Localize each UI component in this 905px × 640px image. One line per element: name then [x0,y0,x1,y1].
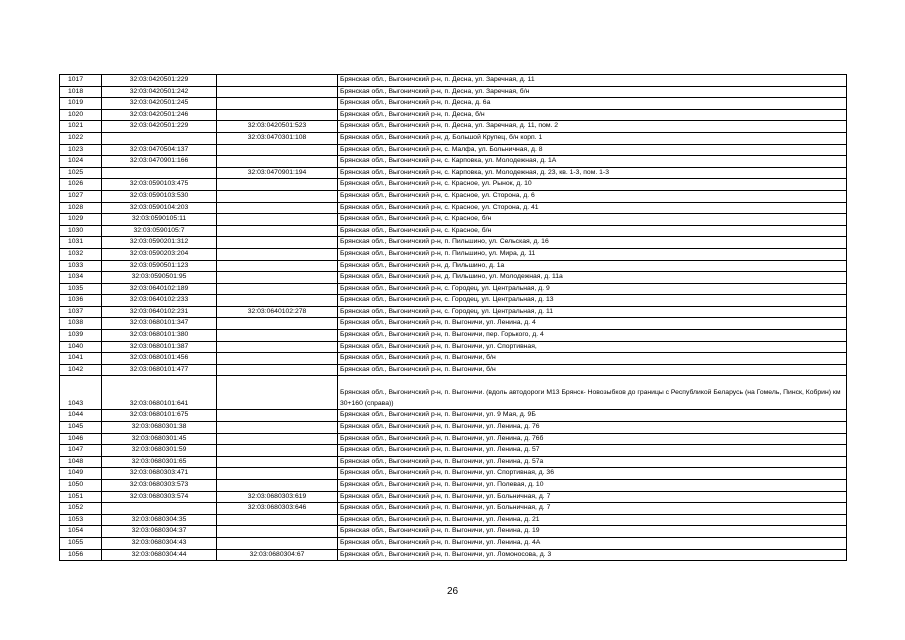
linked-cadastral-number-cell [217,376,338,410]
table-row [60,503,847,515]
table-row [60,260,847,272]
address-cell: Брянская обл., Выгоничский р-н, с. Городец, ул. Центральная, д. 11 [338,306,847,318]
table-row [60,422,847,434]
cadastral-number-cell: 32:03:0680101:675 [102,410,217,422]
row-number-cell: 1029 [60,214,102,226]
address-cell: Брянская обл., Выгоничский р-н, д. Пильшино, ул. Молодежная, д. 11а [338,272,847,284]
table-row [60,341,847,353]
address-cell: Брянская обл., Выгоничский р-н, п. Десна, б/н [338,109,847,121]
row-number-cell: 1018 [60,86,102,98]
table-row [60,179,847,191]
address-cell: Брянская обл., Выгоничский р-н, п. Выгоничи, ул. Ленина, д. 19 [338,526,847,538]
cadastral-number-cell: 32:03:0640102:231 [102,306,217,318]
linked-cadastral-number-cell [217,260,338,272]
linked-cadastral-number-cell: 32:03:0640102:278 [217,306,338,318]
address-cell: Брянская обл., Выгоничский р-н, п. Выгоничи, ул. Ленина, д. 57а [338,456,847,468]
row-number-cell: 1040 [60,341,102,353]
address-cell: Брянская обл., Выгоничский р-н, п. Выгоничи, ул. Ленина, д. 4А [338,537,847,549]
linked-cadastral-number-cell [217,202,338,214]
cadastral-number-cell: 32:03:0640102:189 [102,283,217,295]
table-row [60,86,847,98]
cadastral-number-cell: 32:03:0590105:11 [102,214,217,226]
linked-cadastral-number-cell [217,537,338,549]
linked-cadastral-number-cell [217,422,338,434]
row-number-cell: 1048 [60,456,102,468]
cadastral-number-cell: 32:03:0680304:44 [102,549,217,561]
cadastral-number-cell: 32:03:0680301:38 [102,422,217,434]
cadastral-number-cell: 32:03:0680304:37 [102,526,217,538]
table-row [60,237,847,249]
linked-cadastral-number-cell [217,433,338,445]
linked-cadastral-number-cell: 32:03:0680304:67 [217,549,338,561]
linked-cadastral-number-cell: 32:03:0680303:619 [217,491,338,503]
cadastral-number-cell: 32:03:0680304:43 [102,537,217,549]
address-cell: Брянская обл., Выгоничский р-н, п. Десна, д. 6а [338,98,847,110]
cadastral-number-cell: 32:03:0470901:166 [102,156,217,168]
address-cell: Брянская обл., Выгоничский р-н, п. Выгоничи, ул. Ленина, д. 57 [338,445,847,457]
address-cell: Брянская обл., Выгоничский р-н, с. Красное, б/н [338,225,847,237]
linked-cadastral-number-cell [217,156,338,168]
linked-cadastral-number-cell [217,341,338,353]
row-number-cell: 1054 [60,526,102,538]
table-row [60,468,847,480]
linked-cadastral-number-cell [217,330,338,342]
register-table-body [60,75,847,561]
row-number-cell: 1049 [60,468,102,480]
linked-cadastral-number-cell [217,225,338,237]
linked-cadastral-number-cell [217,237,338,249]
linked-cadastral-number-cell [217,445,338,457]
linked-cadastral-number-cell [217,318,338,330]
table-row [60,202,847,214]
cadastral-number-cell: 32:03:0590501:95 [102,272,217,284]
linked-cadastral-number-cell: 32:03:0680303:646 [217,503,338,515]
row-number-cell: 1030 [60,225,102,237]
row-number-cell: 1037 [60,306,102,318]
address-cell: Брянская обл., Выгоничский р-н, п. Десна, ул. Заречная, д. 11 [338,75,847,87]
cadastral-number-cell [102,503,217,515]
table-row [60,167,847,179]
cadastral-number-cell: 32:03:0680101:387 [102,341,217,353]
table-row [60,318,847,330]
row-number-cell: 1035 [60,283,102,295]
address-cell: Брянская обл., Выгоничский р-н, п. Выгоничи, ул. Больничная, д. 7 [338,491,847,503]
address-cell: Брянская обл., Выгоничский р-н, п. Выгоничи, пер. Горького, д. 4 [338,330,847,342]
linked-cadastral-number-cell [217,514,338,526]
table-row [60,549,847,561]
row-number-cell: 1044 [60,410,102,422]
address-cell: Брянская обл., Выгоничский р-н, п. Выгоничи, ул. Ленина, д. 76 [338,422,847,434]
linked-cadastral-number-cell [217,295,338,307]
linked-cadastral-number-cell [217,75,338,87]
table-row [60,364,847,376]
row-number-cell: 1022 [60,132,102,144]
address-cell: Брянская обл., Выгоничский р-н, с. Красное, ул. Сторона, д. 41 [338,202,847,214]
row-number-cell: 1039 [60,330,102,342]
row-number-cell: 1053 [60,514,102,526]
cadastral-number-cell: 32:03:0680101:380 [102,330,217,342]
address-cell: Брянская обл., Выгоничский р-н, п. Выгоничи. (вдоль автодороги М13 Брянск- Новозыбков до границы с Республикой Беларусь (на Гомель, Пинск, Кобрин) км 30+160 (справа)) [338,376,847,410]
cadastral-number-cell: 32:03:0680101:456 [102,353,217,365]
row-number-cell: 1017 [60,75,102,87]
row-number-cell: 1038 [60,318,102,330]
cadastral-number-cell: 32:03:0590103:475 [102,179,217,191]
cadastral-number-cell: 32:03:0680303:471 [102,468,217,480]
cadastral-number-cell: 32:03:0680101:477 [102,364,217,376]
cadastral-number-cell: 32:03:0590105:7 [102,225,217,237]
page-number: 26 [446,586,459,597]
row-number-cell: 1027 [60,190,102,202]
row-number-cell: 1026 [60,179,102,191]
address-cell: Брянская обл., Выгоничский р-н, с. Городец, ул. Центральная, д. 9 [338,283,847,295]
linked-cadastral-number-cell [217,353,338,365]
table-row [60,295,847,307]
cadastral-number-cell: 32:03:0680304:35 [102,514,217,526]
cadastral-number-cell: 32:03:0680303:573 [102,480,217,492]
cadastral-number-cell: 32:03:0420501:246 [102,109,217,121]
table-row [60,98,847,110]
address-cell: Брянская обл., Выгоничский р-н, п. Выгоничи, ул. 9 Мая, д. 9Б [338,410,847,422]
linked-cadastral-number-cell [217,109,338,121]
table-row [60,121,847,133]
linked-cadastral-number-cell [217,480,338,492]
linked-cadastral-number-cell [217,526,338,538]
linked-cadastral-number-cell: 32:03:0470901:194 [217,167,338,179]
row-number-cell: 1031 [60,237,102,249]
row-number-cell: 1042 [60,364,102,376]
address-cell: Брянская обл., Выгоничский р-н, с. Малфа, ул. Больничная, д. 8 [338,144,847,156]
linked-cadastral-number-cell [217,364,338,376]
cadastral-number-cell [102,167,217,179]
table-row [60,433,847,445]
address-cell: Брянская обл., Выгоничский р-н, с. Карповка, ул. Молодежная, д. 1А [338,156,847,168]
address-cell: Брянская обл., Выгоничский р-н, п. Выгоничи, ул. Больничная, д. 7 [338,503,847,515]
address-cell: Брянская обл., Выгоничский р-н, д. Пильшино, д. 1а [338,260,847,272]
table-row [60,514,847,526]
address-cell: Брянская обл., Выгоничский р-н, с. Городец, ул. Центральная, д. 13 [338,295,847,307]
cadastral-number-cell: 32:03:0680301:59 [102,445,217,457]
property-register-table [59,74,847,561]
address-cell: Брянская обл., Выгоничский р-н, п. Пильшино, ул. Мира, д. 11 [338,248,847,260]
linked-cadastral-number-cell: 32:03:0470301:108 [217,132,338,144]
linked-cadastral-number-cell [217,144,338,156]
cadastral-number-cell: 32:03:0680101:641 [102,376,217,410]
address-cell: Брянская обл., Выгоничский р-н, с. Карповка, ул. Молодежная, д. 23, кв. 1-3, пом. 1-3 [338,167,847,179]
cadastral-number-cell [102,132,217,144]
cadastral-number-cell: 32:03:0680301:65 [102,456,217,468]
row-number-cell: 1050 [60,480,102,492]
address-cell: Брянская обл., Выгоничский р-н, п. Пильшино, ул. Сельская, д. 16 [338,237,847,249]
linked-cadastral-number-cell [217,98,338,110]
table-row [60,353,847,365]
address-cell: Брянская обл., Выгоничский р-н, п. Выгоничи, ул. Ломоносова, д. 3 [338,549,847,561]
table-row [60,283,847,295]
linked-cadastral-number-cell: 32:03:0420501:523 [217,121,338,133]
address-cell: Брянская обл., Выгоничский р-н, п. Выгоничи, ул. Ленина, д. 4 [338,318,847,330]
row-number-cell: 1028 [60,202,102,214]
address-cell: Брянская обл., Выгоничский р-н, п. Десна, ул. Заречная, б/н [338,86,847,98]
table-row [60,109,847,121]
address-cell: Брянская обл., Выгоничский р-н, п. Выгоничи, б/н [338,353,847,365]
cadastral-number-cell: 32:03:0640102:233 [102,295,217,307]
address-cell: Брянская обл., Выгоничский р-н, п. Выгоничи, ул. Ленина, д. 21 [338,514,847,526]
address-cell: Брянская обл., Выгоничский р-н, с. Красное, б/н [338,214,847,226]
row-number-cell: 1051 [60,491,102,503]
address-cell: Брянская обл., Выгоничский р-н, п. Выгоничи, ул. Полевая, д. 10 [338,480,847,492]
cadastral-number-cell: 32:03:0680301:45 [102,433,217,445]
linked-cadastral-number-cell [217,272,338,284]
table-row [60,537,847,549]
linked-cadastral-number-cell [217,468,338,480]
table-row [60,410,847,422]
linked-cadastral-number-cell [217,410,338,422]
address-cell: Брянская обл., Выгоничский р-н, с. Красное, ул. Рынок, д. 10 [338,179,847,191]
cadastral-number-cell: 32:03:0590501:123 [102,260,217,272]
row-number-cell: 1032 [60,248,102,260]
cadastral-number-cell: 32:03:0470504:137 [102,144,217,156]
address-cell: Брянская обл., Выгоничский р-н, с. Красное, ул. Сторона, д. 6 [338,190,847,202]
address-cell: Брянская обл., Выгоничский р-н, п. Выгоничи, ул. Спортивная, д. 36 [338,468,847,480]
row-number-cell: 1034 [60,272,102,284]
row-number-cell: 1045 [60,422,102,434]
table-row [60,376,847,410]
row-number-cell: 1046 [60,433,102,445]
linked-cadastral-number-cell [217,190,338,202]
table-row [60,156,847,168]
address-cell: Брянская обл., Выгоничский р-н, д. Большой Крупец, б/н корп. 1 [338,132,847,144]
linked-cadastral-number-cell [217,456,338,468]
table-row [60,225,847,237]
cadastral-number-cell: 32:03:0420501:242 [102,86,217,98]
row-number-cell: 1055 [60,537,102,549]
cadastral-number-cell: 32:03:0590103:530 [102,190,217,202]
cadastral-number-cell: 32:03:0590104:203 [102,202,217,214]
row-number-cell: 1021 [60,121,102,133]
table-row [60,75,847,87]
row-number-cell: 1047 [60,445,102,457]
row-number-cell: 1056 [60,549,102,561]
row-number-cell: 1024 [60,156,102,168]
row-number-cell: 1025 [60,167,102,179]
row-number-cell: 1020 [60,109,102,121]
table-row [60,248,847,260]
cadastral-number-cell: 32:03:0680101:347 [102,318,217,330]
linked-cadastral-number-cell [217,179,338,191]
row-number-cell: 1052 [60,503,102,515]
linked-cadastral-number-cell [217,283,338,295]
address-cell: Брянская обл., Выгоничский р-н, п. Выгоничи, б/н [338,364,847,376]
table-row [60,132,847,144]
table-row [60,306,847,318]
row-number-cell: 1043 [60,376,102,410]
address-cell: Брянская обл., Выгоничский р-н, п. Выгоничи, ул. Ленина, д. 76б [338,433,847,445]
table-row [60,491,847,503]
row-number-cell: 1033 [60,260,102,272]
row-number-cell: 1023 [60,144,102,156]
row-number-cell: 1036 [60,295,102,307]
table-row [60,190,847,202]
address-cell: Брянская обл., Выгоничский р-н, п. Выгоничи, ул. Спортивная, [338,341,847,353]
cadastral-number-cell: 32:03:0420501:229 [102,75,217,87]
cadastral-number-cell: 32:03:0420501:245 [102,98,217,110]
linked-cadastral-number-cell [217,214,338,226]
cadastral-number-cell: 32:03:0680303:574 [102,491,217,503]
cadastral-number-cell: 32:03:0420501:229 [102,121,217,133]
table-row [60,330,847,342]
table-row [60,445,847,457]
cadastral-number-cell: 32:03:0590203:204 [102,248,217,260]
address-cell: Брянская обл., Выгоничский р-н, п. Десна, ул. Заречная, д. 11, пом. 2 [338,121,847,133]
row-number-cell: 1019 [60,98,102,110]
linked-cadastral-number-cell [217,248,338,260]
table-row [60,456,847,468]
cadastral-number-cell: 32:03:0590201:312 [102,237,217,249]
row-number-cell: 1041 [60,353,102,365]
linked-cadastral-number-cell [217,86,338,98]
table-row [60,214,847,226]
table-row [60,144,847,156]
table-row [60,272,847,284]
table-row [60,526,847,538]
table-row [60,480,847,492]
